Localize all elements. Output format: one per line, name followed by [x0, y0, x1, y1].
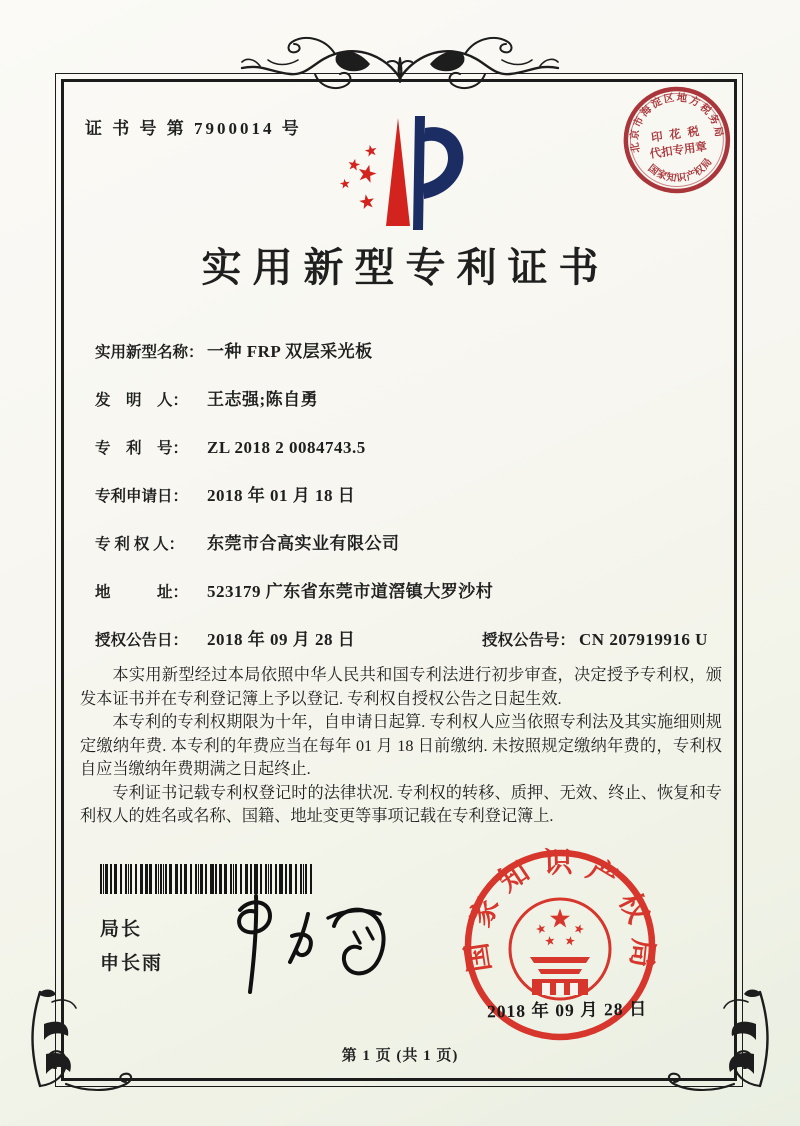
- legal-text-block: [80, 664, 722, 829]
- field-row-name: [95, 340, 373, 364]
- field-value: CN 207919916 U: [579, 630, 708, 649]
- field-value: 一种 FRP 双层采光板: [207, 342, 373, 361]
- field-value: 523179 广东省东莞市道滘镇大罗沙村: [207, 582, 494, 601]
- certificate-title: 实用新型专利证书: [201, 245, 610, 290]
- field-label: 专利申请日：: [95, 488, 189, 505]
- legal-paragraph-2: 本专利的专利权期限为十年，自申请日起算. 专利权人应当依照专利法及其实施细则规定缴纳年费. 本专利的年费应当在每年 01 月 18 日前缴纳. 未按照规定缴纳年费的，专利权自应当缴纳年费期满之日起终止.: [80, 713, 722, 778]
- field-row-grant-date: [95, 628, 355, 652]
- director-title-label: 局长: [100, 919, 143, 940]
- logo-red-wedge: [386, 118, 410, 226]
- field-label: 发 明 人：: [95, 392, 189, 409]
- ornament-strokes: [242, 38, 558, 88]
- logo-navy-p: [413, 116, 463, 230]
- field-row-filing-date: [95, 484, 355, 508]
- seal-org-arc-text: 国家知识产权局: [460, 846, 659, 975]
- field-row-inventors: [95, 388, 318, 412]
- field-label: 授权公告号：: [482, 632, 576, 649]
- seal-date: 2018 年 09 月 28 日: [486, 998, 648, 1022]
- logo-stars: [339, 144, 378, 210]
- field-value: 2018 年 01 月 18 日: [207, 486, 356, 505]
- field-value: 王志强;陈自勇: [207, 390, 319, 409]
- flourish-strokes: [33, 990, 132, 1091]
- stamp-top-arc-text: 北京市海淀区地方税务局: [629, 92, 724, 154]
- field-row-patentee: [95, 532, 400, 556]
- field-row-patent-no: [95, 436, 366, 460]
- tax-stamp-seal-icon: [608, 72, 746, 210]
- director-name-label: 申长雨: [100, 953, 164, 974]
- field-value: 东莞市合高实业有限公司: [207, 534, 400, 553]
- certificate-number: 证 书 号 第 7900014 号: [85, 119, 302, 138]
- field-value: 2018 年 09 月 28 日: [207, 630, 356, 649]
- stamp-center-line2: 代扣专用章: [649, 140, 708, 161]
- field-label: 专 利 号：: [95, 440, 189, 457]
- field-label: 专 利 权 人：: [95, 536, 185, 553]
- legal-paragraph-1: 本实用新型经过本局依照中华人民共和国专利法进行初步审查，决定授予专利权，颁发本证书并在专利登记簿上予以登记. 专利权自授权公告之日起生效.: [80, 666, 722, 708]
- stamp-bottom-arc-text: 国家知识产权局: [645, 156, 715, 185]
- field-value: ZL 2018 2 0084743.5: [207, 438, 366, 457]
- director-signature: [212, 888, 402, 1000]
- flourish-strokes: [669, 990, 768, 1091]
- page-number: 第 1 页 (共 1 页): [341, 1048, 459, 1064]
- top-dragon-ornament-icon: [240, 16, 560, 110]
- field-row-address: [95, 580, 493, 604]
- field-label: 地 址：: [95, 584, 189, 601]
- legal-paragraph-3: 专利证书记载专利权登记时的法律状况. 专利权的转移、质押、无效、终止、恢复和专利权人的姓名或名称、国籍、地址变更等事项记载在专利登记簿上.: [80, 783, 722, 825]
- field-row-grant-number: [482, 628, 708, 652]
- signature-strokes: [239, 896, 383, 992]
- cnipa-logo-icon: [336, 114, 468, 236]
- stamp-center-line1: 印 花 税: [650, 125, 702, 145]
- seal-national-emblem: [510, 899, 610, 999]
- field-label: 授权公告日：: [95, 632, 189, 649]
- field-label: 实用新型名称：: [95, 344, 204, 361]
